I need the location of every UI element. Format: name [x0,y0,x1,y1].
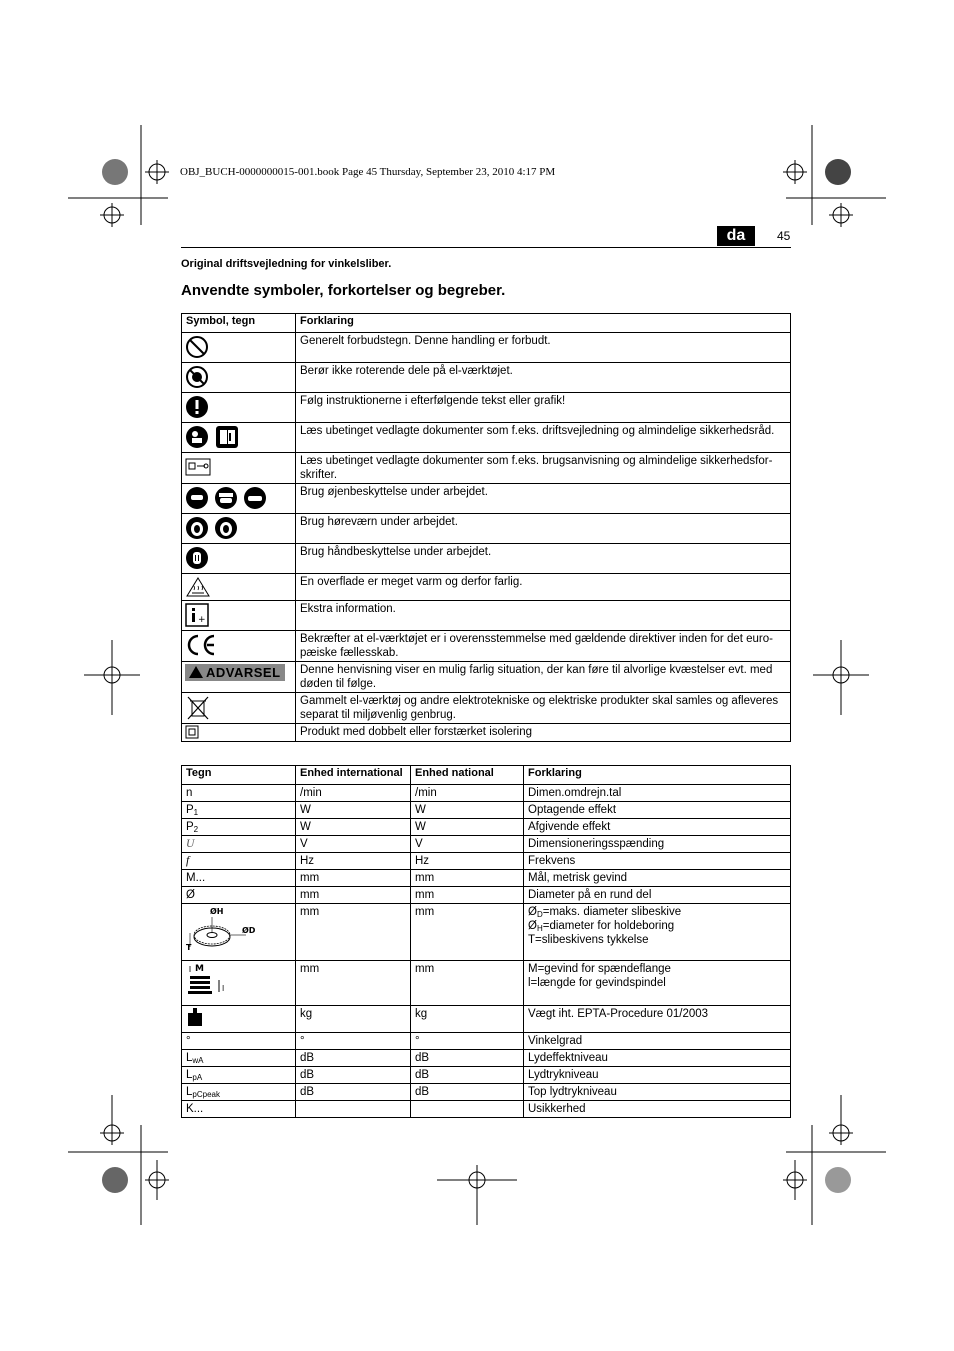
table-row [182,693,791,724]
explanation-cell: Lydtrykniveau [524,1067,791,1084]
section-title: Anvendte symboler, forkortelser og begreber. [181,282,506,299]
table-row [182,785,791,802]
warning-label-icon [185,664,285,681]
unit-intl-cell: mm [296,887,411,904]
language-tab: da [717,226,755,246]
table-row [182,333,791,363]
no-touch-rotating-parts-icon [185,365,209,389]
table-row [182,484,791,514]
disc-dimensions-icon [186,905,266,955]
unit-natl-cell: dB [411,1067,524,1084]
unit-intl-cell: dB [296,1067,411,1084]
unit-natl-cell: W [411,819,524,836]
sign-cell [182,819,296,836]
table-row [182,1006,791,1033]
symbol-description: Brug håndbeskyttelse under arbejdet. [296,544,791,574]
unit-natl-cell: Hz [411,853,524,870]
table-row [182,819,791,836]
page-number: 45 [777,229,791,243]
exclamation-icon [185,395,209,419]
symbol-description: Bekræfter at el-værktøjet er i overensstemmelse med gældende direktiver inden for det euro-pæiske fællesskab. [296,631,791,662]
table-row [182,904,791,961]
symbol-description: Berør ikke roterende dele på el-værktøjet. [296,363,791,393]
weight-icon [186,1007,204,1027]
explanation-cell: Diameter på en rund del [524,887,791,904]
sign-subscript: 1 [193,808,199,817]
thread-label-l: l [222,984,225,993]
table-row [182,870,791,887]
table-row [182,544,791,574]
double-insulation-icon [185,725,199,739]
sign-cell [182,1050,296,1067]
unit-intl-cell: ° [296,1033,411,1050]
sign-cell: f [182,853,296,870]
sign-subscript: pCpeak [192,1090,220,1099]
unit-natl-cell: mm [411,870,524,887]
disc-label-thickness: T [186,943,192,952]
table-row [182,601,791,631]
table-row [182,724,791,742]
unit-intl-cell: Hz [296,853,411,870]
explanation-cell: Top lydtrykniveau [524,1084,791,1101]
info-icon [185,603,211,627]
ce-mark-icon [185,633,217,657]
unit-natl-cell: mm [411,904,524,961]
unit-natl-cell: /min [411,785,524,802]
hot-surface-icon [185,576,211,598]
table-row [182,423,791,453]
explanation-cell: Vinkelgrad [524,1033,791,1050]
table-row [182,961,791,1006]
sign-cell: Ø [182,887,296,904]
sign-cell [182,961,296,1006]
symbol-description: Gammelt el-værktøj og andre elektrotekniske og elektriske produkter skal samles og afleveres separat til miljøvenlig genbrug. [296,693,791,724]
symbol-description: Læs ubetinget vedlagte dokumenter som f.eks. brugsanvisning og almindelige sikkerhedsfor-skrifter. [296,453,791,484]
symbol-description: Læs ubetinget vedlagte dokumenter som f.eks. driftsvejledning og almindelige sikkerhedsråd. [296,423,791,453]
unit-natl-cell: dB [411,1084,524,1101]
weee-bin-icon [185,695,211,721]
explanation-cell: Optagende effekt [524,802,791,819]
expl-text: T=slibeskivens tykkelse [528,934,649,946]
table-row [182,1101,791,1118]
sign-symbol: L [186,1069,193,1081]
unit-intl-cell: mm [296,870,411,887]
column-header: Forklaring [524,766,791,785]
thread-label-m: M [195,964,204,974]
table-row [182,631,791,662]
sign-symbol: P [186,804,194,816]
symbol-description: Generelt forbudstegn. Denne handling er forbudt. [296,333,791,363]
symbol-description: En overflade er meget varm og derfor farlig. [296,574,791,601]
unit-intl-cell [296,1101,411,1118]
symbol-description: Brug øjenbeskyttelse under arbejdet. [296,484,791,514]
explanation-cell [524,904,791,961]
print-info: OBJ_BUCH-0000000015-001.book Page 45 Thursday, September 23, 2010 4:17 PM [180,166,556,178]
symbol-description: Ekstra information. [296,601,791,631]
column-header: Tegn [182,766,296,785]
sign-subscript: pA [192,1073,203,1082]
expl-text: Ø [528,920,537,932]
eye-protection-icon [185,486,267,510]
sign-cell: U [182,836,296,853]
thread-dimensions-icon [186,962,236,1000]
table-row [182,1067,791,1084]
disc-label-bore: ØH [210,907,224,916]
unit-natl-cell: W [411,802,524,819]
hand-protection-icon [185,546,209,570]
symbol-description: Brug høreværn under arbejdet. [296,514,791,544]
explanation-cell: Vægt iht. EPTA-Procedure 01/2003 [524,1006,791,1033]
prohibition-icon [185,335,209,359]
units-table [181,765,791,1118]
unit-intl-cell: V [296,836,411,853]
unit-intl-cell: kg [296,1006,411,1033]
symbol-description: Produkt med dobbelt eller forstærket isolering [296,724,791,742]
unit-natl-cell: V [411,836,524,853]
unit-intl-cell: /min [296,785,411,802]
sign-cell: K... [182,1101,296,1118]
table-row [182,887,791,904]
explanation-line [528,919,786,933]
sign-cell [182,904,296,961]
column-header: Enhed international [296,766,411,785]
table-row [182,363,791,393]
sign-cell: n [182,785,296,802]
explanation-line [528,933,786,947]
unit-intl-cell: W [296,819,411,836]
expl-text: =maks. diameter slibeskive [542,906,682,918]
sign-cell [182,1067,296,1084]
table-row [182,453,791,484]
sign-symbol: L [186,1086,193,1098]
table-row [182,1084,791,1101]
table-header-row [182,314,791,333]
table-row [182,514,791,544]
symbols-table [181,313,791,742]
symbol-description: Følg instruktionerne i efterfølgende tekst eller grafik! [296,393,791,423]
sign-subscript: wA [192,1056,204,1065]
explanation-cell [524,961,791,1006]
symbol-description: Denne henvisning viser en mulig farlig situation, der kan føre til alvorlige kvæstelser evt. med døden til følge. [296,662,791,693]
unit-natl-cell: kg [411,1006,524,1033]
explanation-cell: Lydeffektniveau [524,1050,791,1067]
expl-text: =diameter for holdeboring [542,920,675,932]
explanation-cell: Dimen.omdrejn.tal [524,785,791,802]
document-subtitle: Original driftsvejledning for vinkelsliber. [181,258,392,270]
unit-natl-cell: dB [411,1050,524,1067]
table-row [182,662,791,693]
table-row [182,802,791,819]
table-row [182,853,791,870]
explanation-cell: Frekvens [524,853,791,870]
explanation-line: l=længde for gevindspindel [528,977,666,989]
unit-natl-cell: mm [411,887,524,904]
header-rule [181,247,791,248]
unit-intl-cell: mm [296,904,411,961]
svg-text:+: + [198,615,206,625]
table-row [182,574,791,601]
unit-intl-cell: dB [296,1050,411,1067]
sign-cell: ° [182,1033,296,1050]
table-row [182,1050,791,1067]
unit-intl-cell: dB [296,1084,411,1101]
sign-cell [182,802,296,819]
sign-symbol: P [186,821,194,833]
explanation-cell: Mål, metrisk gevind [524,870,791,887]
column-header: Symbol, tegn [182,314,296,333]
expl-subscript: H [536,924,543,933]
table-row [182,836,791,853]
read-manual-icon [185,425,239,449]
sign-cell: M... [182,870,296,887]
expl-text: Ø [528,906,537,918]
unit-natl-cell: mm [411,961,524,1006]
unit-intl-cell: W [296,802,411,819]
warning-label-text: ADVARSEL [206,665,281,680]
explanation-cell: Usikkerhed [524,1101,791,1118]
explanation-cell: Afgivende effekt [524,819,791,836]
ear-protection-icon [185,516,239,540]
column-header: Enhed national [411,766,524,785]
sign-cell [182,1084,296,1101]
documents-icon [185,455,211,479]
explanation-line [528,905,786,919]
sign-symbol: L [186,1052,193,1064]
explanation-cell: Dimensioneringsspænding [524,836,791,853]
sign-cell [182,1006,296,1033]
table-row [182,1033,791,1050]
expl-subscript: D [536,910,543,919]
explanation-line: M=gevind for spændeflange [528,963,671,975]
column-header: Forklaring [296,314,791,333]
disc-label-diameter: ØD [242,926,256,935]
unit-intl-cell: mm [296,961,411,1006]
table-header-row [182,766,791,785]
sign-subscript: 2 [193,825,199,834]
unit-natl-cell: ° [411,1033,524,1050]
unit-natl-cell [411,1101,524,1118]
table-row [182,393,791,423]
